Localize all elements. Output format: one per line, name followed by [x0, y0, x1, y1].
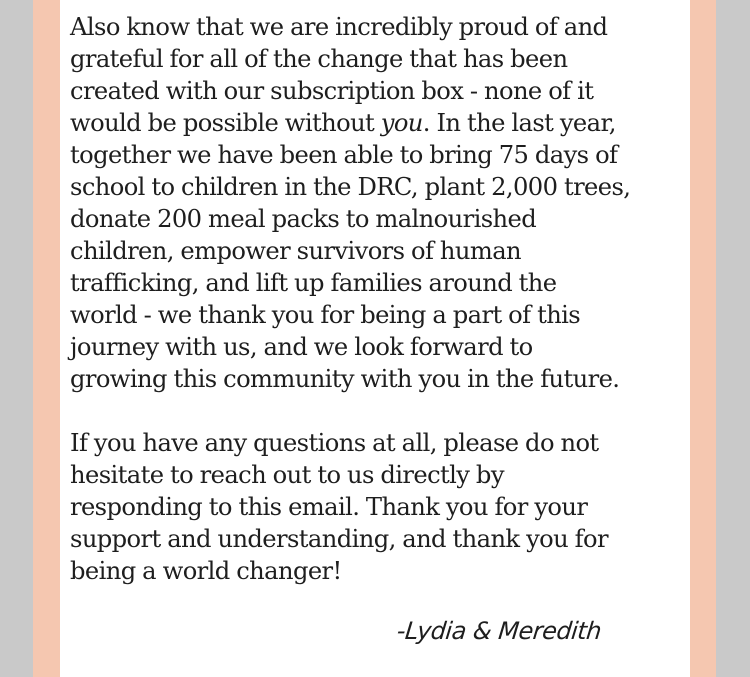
text-line: donate 200 meal packs to malnourished: [70, 205, 537, 233]
text-line: together we have been able to bring 75 days of: [70, 141, 618, 169]
text-line: children, empower survivors of human: [70, 237, 522, 265]
emphasized-word: you: [380, 109, 423, 137]
text-line: [70, 107, 690, 139]
text-line: being a world changer!: [70, 557, 342, 585]
text-segment: . In the last year,: [422, 109, 616, 137]
right-side-bar: [716, 0, 750, 677]
paragraph-gratitude: [70, 11, 690, 395]
text-line: world - we thank you for being a part of this: [70, 301, 581, 329]
text-line: created with our subscription box - none of it: [70, 77, 594, 105]
left-side-bar: [0, 0, 33, 677]
text-segment: would be possible without: [70, 109, 381, 137]
text-line: journey with us, and we look forward to: [70, 333, 533, 361]
signature: -Lydia & Meredith: [395, 617, 603, 645]
text-line: support and understanding, and thank you for: [70, 525, 608, 553]
text-line: school to children in the DRC, plant 2,000 trees,: [70, 173, 631, 201]
text-line: Also know that we are incredibly proud of and: [70, 13, 608, 41]
text-line: If you have any questions at all, please do not: [70, 429, 599, 457]
paragraph-questions: [70, 427, 690, 587]
text-line: grateful for all of the change that has been: [70, 45, 568, 73]
text-line: growing this community with you in the future.: [70, 365, 620, 393]
text-line: hesitate to reach out to us directly by: [70, 461, 504, 489]
text-line: responding to this email. Thank you for your: [70, 493, 588, 521]
text-line: trafficking, and lift up families around the: [70, 269, 557, 297]
